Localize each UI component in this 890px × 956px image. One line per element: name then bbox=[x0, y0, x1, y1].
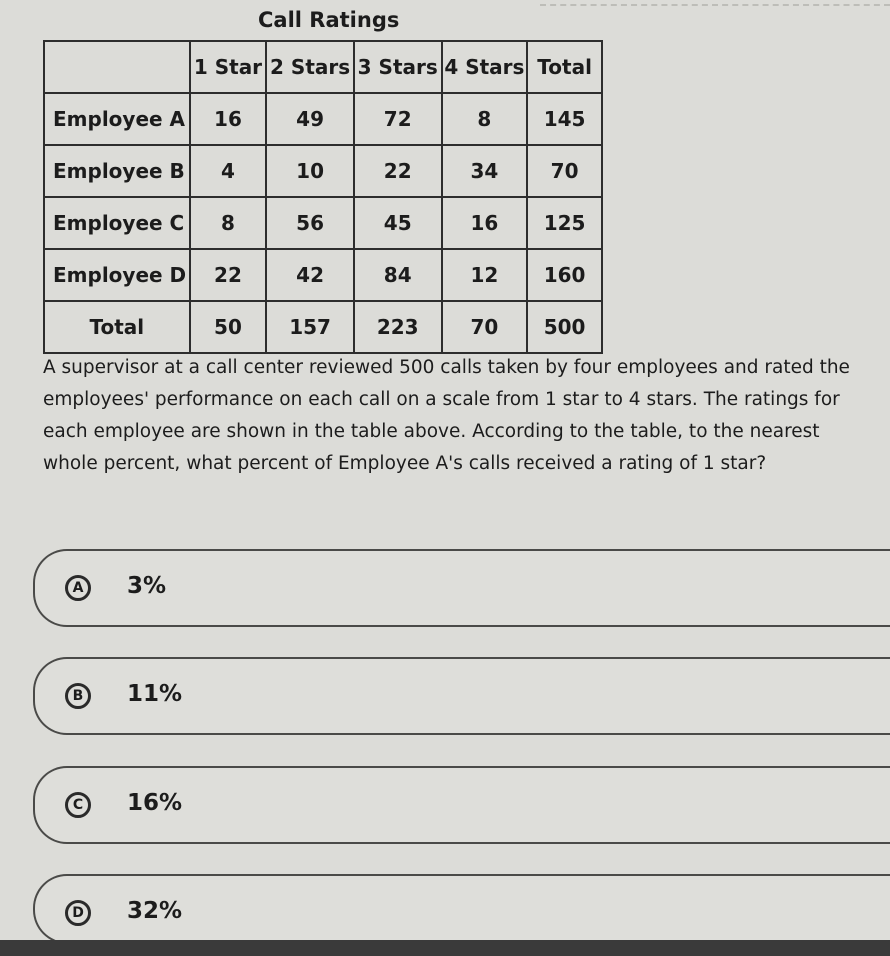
table-cell: 125 bbox=[527, 197, 602, 249]
divider bbox=[540, 4, 890, 6]
choice-value: 11% bbox=[127, 681, 183, 707]
row-label: Employee C bbox=[44, 197, 190, 249]
table-cell: 4 bbox=[190, 145, 267, 197]
answer-choice-c[interactable] bbox=[33, 766, 890, 844]
table-cell: 42 bbox=[266, 249, 354, 301]
table-row bbox=[44, 93, 602, 145]
table-cell: 22 bbox=[354, 145, 442, 197]
table-cell: 8 bbox=[190, 197, 267, 249]
table-cell: 8 bbox=[442, 93, 528, 145]
table-cell: 145 bbox=[527, 93, 602, 145]
column-header: 4 Stars bbox=[442, 41, 528, 93]
table-cell: 157 bbox=[266, 301, 354, 353]
choice-letter-badge: D bbox=[65, 900, 91, 926]
question-text: A supervisor at a call center reviewed 500 calls taken by four employees and rated the employees' performance on each call on a scale from 1 star to 4 stars. The ratings for each employee are shown in the table above. According to the table, to the nearest whole percent, what percent of Employee A's calls received a rating of 1 star? bbox=[43, 357, 850, 474]
table-row bbox=[44, 197, 602, 249]
table-row bbox=[44, 145, 602, 197]
choice-letter-badge: A bbox=[65, 575, 91, 601]
bottom-bar bbox=[0, 940, 890, 956]
choice-value: 16% bbox=[127, 790, 183, 816]
column-header: Total bbox=[527, 41, 602, 93]
row-label: Employee D bbox=[44, 249, 190, 301]
choice-value: 3% bbox=[127, 573, 167, 599]
answer-choice-b[interactable] bbox=[33, 657, 890, 735]
table-cell: 16 bbox=[442, 197, 528, 249]
ratings-table bbox=[43, 40, 603, 354]
choice-value: 32% bbox=[127, 898, 183, 924]
table-title: Call Ratings bbox=[258, 8, 400, 32]
table-cell: 70 bbox=[442, 301, 528, 353]
table-row bbox=[44, 249, 602, 301]
choice-letter-badge: C bbox=[65, 792, 91, 818]
choice-letter-badge: B bbox=[65, 683, 91, 709]
table-header-row bbox=[44, 41, 602, 93]
table-cell: 160 bbox=[527, 249, 602, 301]
table-cell: 50 bbox=[190, 301, 267, 353]
row-label: Employee A bbox=[44, 93, 190, 145]
table-total-row bbox=[44, 301, 602, 353]
table-cell: 34 bbox=[442, 145, 528, 197]
table-cell: 84 bbox=[354, 249, 442, 301]
table-cell: 45 bbox=[354, 197, 442, 249]
column-header: 1 Star bbox=[190, 41, 267, 93]
table-cell: 49 bbox=[266, 93, 354, 145]
table-cell: 16 bbox=[190, 93, 267, 145]
row-label: Employee B bbox=[44, 145, 190, 197]
answer-choice-d[interactable] bbox=[33, 874, 890, 944]
table-cell: 22 bbox=[190, 249, 267, 301]
table-cell: 56 bbox=[266, 197, 354, 249]
table-cell: 223 bbox=[354, 301, 442, 353]
table-cell: 10 bbox=[266, 145, 354, 197]
column-header bbox=[44, 41, 190, 93]
column-header: 3 Stars bbox=[354, 41, 442, 93]
table-cell: 72 bbox=[354, 93, 442, 145]
table-cell: 12 bbox=[442, 249, 528, 301]
column-header: 2 Stars bbox=[266, 41, 354, 93]
row-label: Total bbox=[44, 301, 190, 353]
answer-choice-a[interactable] bbox=[33, 549, 890, 627]
table-cell: 70 bbox=[527, 145, 602, 197]
table-cell: 500 bbox=[527, 301, 602, 353]
